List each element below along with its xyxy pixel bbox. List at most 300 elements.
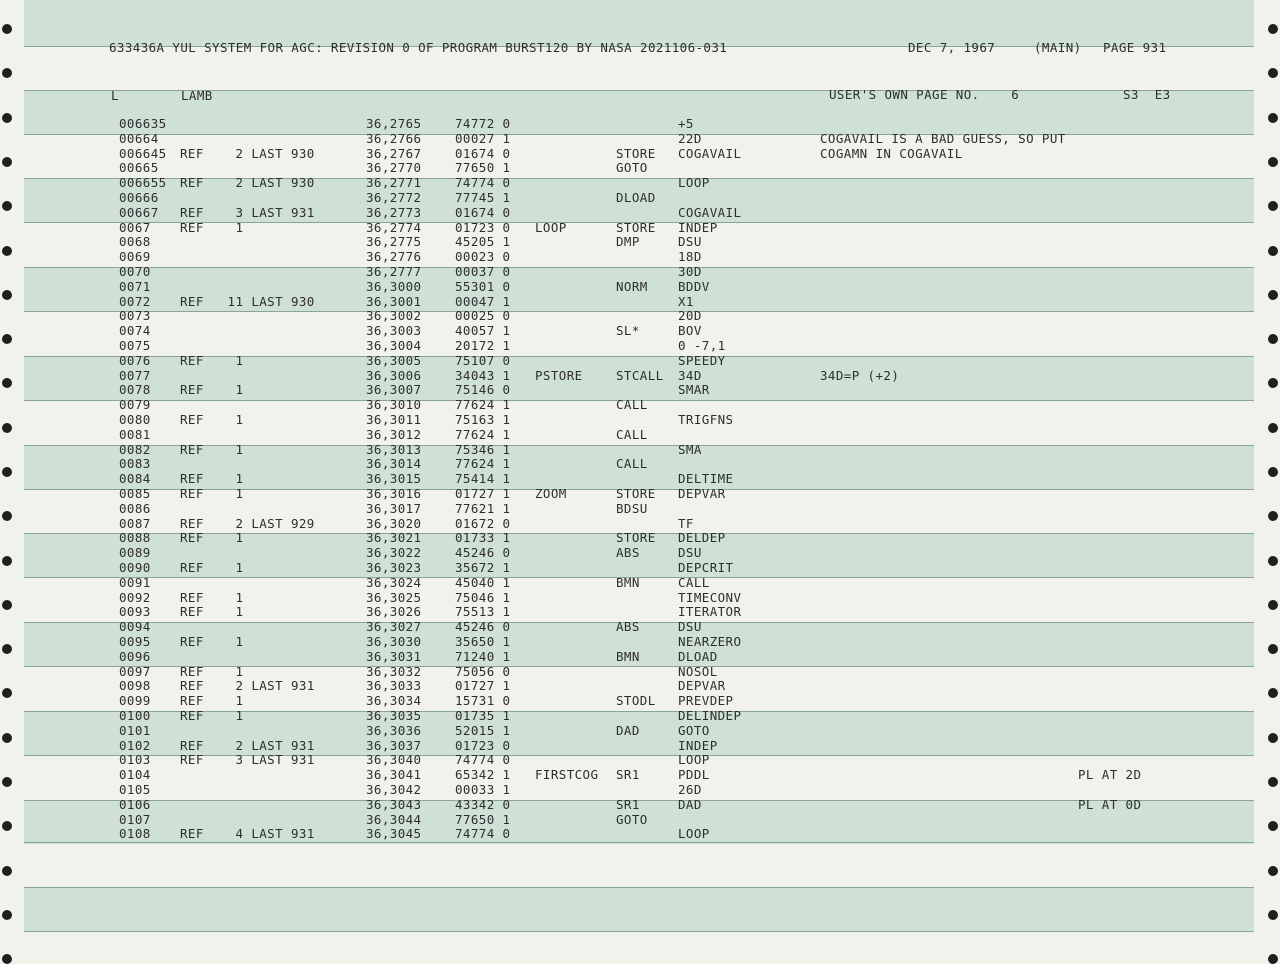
row-address: 36,3030 xyxy=(366,634,422,649)
feed-hole-left xyxy=(2,556,12,566)
row-line-number: 00666 xyxy=(119,190,159,205)
feed-hole-right xyxy=(1268,201,1278,211)
row-line-number: 0092 xyxy=(119,590,151,605)
feed-hole-left xyxy=(2,467,12,477)
row-octal-word: 00037 0 xyxy=(455,264,511,279)
row-operand: 0 -7,1 xyxy=(678,338,726,353)
row-operand: +5 xyxy=(678,116,694,131)
row-line-number: 0070 xyxy=(119,264,151,279)
row-line-number: 0086 xyxy=(119,501,151,516)
row-operand: DEPVAR xyxy=(678,678,726,693)
row-line-number: 0105 xyxy=(119,782,151,797)
row-address: 36,3003 xyxy=(366,323,422,338)
row-octal-word: 74774 0 xyxy=(455,752,511,767)
row-octal-word: 77621 1 xyxy=(455,501,511,516)
feed-hole-right xyxy=(1268,423,1278,433)
row-operand: 30D xyxy=(678,264,702,279)
row-octal-word: 20172 1 xyxy=(455,338,511,353)
row-line-number: 006635 xyxy=(119,116,167,131)
row-line-number: 0108 xyxy=(119,826,151,841)
row-octal-word: 00047 1 xyxy=(455,294,511,309)
row-operand: 20D xyxy=(678,308,702,323)
row-opcode: NORM xyxy=(616,279,648,294)
row-comment: PL AT 2D xyxy=(1078,767,1142,782)
feed-hole-left xyxy=(2,821,12,831)
row-octal-word: 74772 0 xyxy=(455,116,511,131)
row-opcode: ABS xyxy=(616,619,640,634)
row-line-number: 0094 xyxy=(119,619,151,634)
row-opcode: STORE xyxy=(616,530,656,545)
row-opcode: CALL xyxy=(616,456,648,471)
feed-hole-left xyxy=(2,866,12,876)
row-octal-word: 01723 0 xyxy=(455,220,511,235)
row-ref-info: REF 1 xyxy=(180,560,244,575)
row-operand: DEPCRIT xyxy=(678,560,734,575)
feed-hole-right xyxy=(1268,157,1278,167)
row-opcode: STORE xyxy=(616,146,656,161)
row-address: 36,3023 xyxy=(366,560,422,575)
row-line-number: 0068 xyxy=(119,234,151,249)
row-octal-word: 77745 1 xyxy=(455,190,511,205)
feed-hole-right xyxy=(1268,24,1278,34)
row-line-number: 0077 xyxy=(119,368,151,383)
row-address: 36,2767 xyxy=(366,146,422,161)
col-l: L xyxy=(111,88,119,103)
row-address: 36,2773 xyxy=(366,205,422,220)
feed-hole-right xyxy=(1268,246,1278,256)
row-ref-info: REF 1 xyxy=(180,382,244,397)
row-address: 36,3024 xyxy=(366,575,422,590)
row-ref-info: REF 1 xyxy=(180,693,244,708)
row-line-number: 00665 xyxy=(119,160,159,175)
row-line-number: 0097 xyxy=(119,664,151,679)
row-operand: DLOAD xyxy=(678,649,718,664)
row-address: 36,2772 xyxy=(366,190,422,205)
row-line-number: 0076 xyxy=(119,353,151,368)
row-operand: TIMECONV xyxy=(678,590,742,605)
row-address: 36,2771 xyxy=(366,175,422,190)
row-line-number: 0069 xyxy=(119,249,151,264)
feed-hole-left xyxy=(2,423,12,433)
row-address: 36,3013 xyxy=(366,442,422,457)
feed-hole-right xyxy=(1268,777,1278,787)
row-address: 36,3032 xyxy=(366,664,422,679)
row-line-number: 0073 xyxy=(119,308,151,323)
row-line-number: 0085 xyxy=(119,486,151,501)
job-line: 633436A YUL SYSTEM FOR AGC: REVISION 0 OF PROGRAM BURST120 BY NASA 2021106-031 xyxy=(109,40,728,55)
row-operand: INDEP xyxy=(678,220,718,235)
row-octal-word: 45205 1 xyxy=(455,234,511,249)
row-line-number: 0093 xyxy=(119,604,151,619)
row-comment: COGAVAIL IS A BAD GUESS, SO PUT xyxy=(820,131,1066,146)
row-octal-word: 75146 0 xyxy=(455,382,511,397)
row-ref-info: REF 1 xyxy=(180,442,244,457)
row-octal-word: 75107 0 xyxy=(455,353,511,368)
row-line-number: 0103 xyxy=(119,752,151,767)
feed-hole-right xyxy=(1268,68,1278,78)
row-operand: ITERATOR xyxy=(678,604,742,619)
row-ref-info: REF 11 LAST 930 xyxy=(180,294,315,309)
row-label: PSTORE xyxy=(535,368,583,383)
row-address: 36,3010 xyxy=(366,397,422,412)
row-address: 36,2766 xyxy=(366,131,422,146)
row-operand: DAD xyxy=(678,797,702,812)
green-band xyxy=(24,887,1254,931)
row-octal-word: 01674 0 xyxy=(455,146,511,161)
row-operand: BOV xyxy=(678,323,702,338)
feed-hole-right xyxy=(1268,556,1278,566)
row-octal-word: 15731 0 xyxy=(455,693,511,708)
row-operand: 26D xyxy=(678,782,702,797)
row-octal-word: 01735 1 xyxy=(455,708,511,723)
row-line-number: 0095 xyxy=(119,634,151,649)
feed-hole-left xyxy=(2,68,12,78)
row-octal-word: 77650 1 xyxy=(455,812,511,827)
row-octal-word: 01727 1 xyxy=(455,678,511,693)
feed-hole-left xyxy=(2,113,12,123)
row-opcode: DLOAD xyxy=(616,190,656,205)
feed-hole-right xyxy=(1268,866,1278,876)
sheet-code: S3 E3 xyxy=(1123,87,1171,102)
feed-hole-left xyxy=(2,246,12,256)
row-ref-info: REF 2 LAST 931 xyxy=(180,678,315,693)
row-line-number: 0081 xyxy=(119,427,151,442)
row-address: 36,3026 xyxy=(366,604,422,619)
row-operand: DSU xyxy=(678,234,702,249)
row-operand: LOOP xyxy=(678,826,710,841)
band-rule xyxy=(24,311,1254,312)
row-opcode: STODL xyxy=(616,693,656,708)
row-opcode: ABS xyxy=(616,545,640,560)
row-octal-word: 34043 1 xyxy=(455,368,511,383)
row-operand: NOSOL xyxy=(678,664,718,679)
row-operand: 18D xyxy=(678,249,702,264)
row-line-number: 0098 xyxy=(119,678,151,693)
row-octal-word: 00025 0 xyxy=(455,308,511,323)
row-address: 36,3042 xyxy=(366,782,422,797)
print-date: DEC 7, 1967 xyxy=(908,40,996,55)
row-address: 36,2770 xyxy=(366,160,422,175)
row-ref-info: REF 1 xyxy=(180,664,244,679)
row-operand: SPEEDY xyxy=(678,353,726,368)
row-operand: PREVDEP xyxy=(678,693,734,708)
row-ref-info: REF 4 LAST 931 xyxy=(180,826,315,841)
row-octal-word: 00027 1 xyxy=(455,131,511,146)
row-octal-word: 45040 1 xyxy=(455,575,511,590)
row-opcode: BMN xyxy=(616,575,640,590)
row-comment: 34D=P (+2) xyxy=(820,368,900,383)
row-operand: 34D xyxy=(678,368,702,383)
row-octal-word: 01723 0 xyxy=(455,738,511,753)
row-address: 36,3037 xyxy=(366,738,422,753)
row-ref-info: REF 1 xyxy=(180,590,244,605)
feed-hole-right xyxy=(1268,733,1278,743)
row-ref-info: REF 1 xyxy=(180,471,244,486)
page-number: PAGE 931 xyxy=(1103,40,1167,55)
row-operand: LOOP xyxy=(678,752,710,767)
row-operand: DELINDEP xyxy=(678,708,742,723)
row-octal-word: 35650 1 xyxy=(455,634,511,649)
row-operand: DELTIME xyxy=(678,471,734,486)
row-address: 36,3035 xyxy=(366,708,422,723)
row-operand: TRIGFNS xyxy=(678,412,734,427)
row-label: LOOP xyxy=(535,220,567,235)
row-address: 36,3011 xyxy=(366,412,422,427)
band-rule xyxy=(24,842,1254,843)
row-operand: DEPVAR xyxy=(678,486,726,501)
row-line-number: 0089 xyxy=(119,545,151,560)
row-ref-info: REF 2 LAST 930 xyxy=(180,175,315,190)
row-address: 36,3044 xyxy=(366,812,422,827)
row-address: 36,3021 xyxy=(366,530,422,545)
row-operand: DSU xyxy=(678,619,702,634)
row-line-number: 0104 xyxy=(119,767,151,782)
feed-hole-right xyxy=(1268,467,1278,477)
feed-hole-left xyxy=(2,290,12,300)
feed-hole-right xyxy=(1268,910,1278,920)
row-operand: DELDEP xyxy=(678,530,726,545)
row-opcode: BMN xyxy=(616,649,640,664)
row-address: 36,3041 xyxy=(366,767,422,782)
row-address: 36,3000 xyxy=(366,279,422,294)
row-octal-word: 74774 0 xyxy=(455,175,511,190)
row-ref-info: REF 1 xyxy=(180,353,244,368)
row-line-number: 0091 xyxy=(119,575,151,590)
row-comment: COGAMN IN COGAVAIL xyxy=(820,146,963,161)
row-operand: 22D xyxy=(678,131,702,146)
row-ref-info: REF 1 xyxy=(180,708,244,723)
row-octal-word: 77624 1 xyxy=(455,456,511,471)
row-address: 36,2777 xyxy=(366,264,422,279)
row-octal-word: 01727 1 xyxy=(455,486,511,501)
row-line-number: 0100 xyxy=(119,708,151,723)
row-line-number: 0087 xyxy=(119,516,151,531)
row-ref-info: REF 2 LAST 930 xyxy=(180,146,315,161)
row-address: 36,3034 xyxy=(366,693,422,708)
feed-hole-right xyxy=(1268,290,1278,300)
row-line-number: 0090 xyxy=(119,560,151,575)
feed-hole-left xyxy=(2,600,12,610)
feed-hole-left xyxy=(2,201,12,211)
row-operand: PDDL xyxy=(678,767,710,782)
row-octal-word: 40057 1 xyxy=(455,323,511,338)
row-opcode: CALL xyxy=(616,397,648,412)
row-address: 36,2775 xyxy=(366,234,422,249)
row-ref-info: REF 2 LAST 931 xyxy=(180,738,315,753)
row-octal-word: 65342 1 xyxy=(455,767,511,782)
row-label: ZOOM xyxy=(535,486,567,501)
row-address: 36,3025 xyxy=(366,590,422,605)
row-line-number: 0088 xyxy=(119,530,151,545)
row-octal-word: 35672 1 xyxy=(455,560,511,575)
row-operand: INDEP xyxy=(678,738,718,753)
row-opcode: DAD xyxy=(616,723,640,738)
band-rule xyxy=(24,887,1254,888)
row-line-number: 0079 xyxy=(119,397,151,412)
row-address: 36,3006 xyxy=(366,368,422,383)
row-octal-word: 01733 1 xyxy=(455,530,511,545)
row-line-number: 0078 xyxy=(119,382,151,397)
row-ref-info: REF 1 xyxy=(180,530,244,545)
row-octal-word: 55301 0 xyxy=(455,279,511,294)
row-address: 36,2776 xyxy=(366,249,422,264)
row-line-number: 0072 xyxy=(119,294,151,309)
row-octal-word: 45246 0 xyxy=(455,545,511,560)
row-operand: TF xyxy=(678,516,694,531)
row-octal-word: 45246 0 xyxy=(455,619,511,634)
row-line-number: 006645 xyxy=(119,146,167,161)
feed-hole-left xyxy=(2,511,12,521)
row-ref-info: REF 3 LAST 931 xyxy=(180,752,315,767)
row-octal-word: 74774 0 xyxy=(455,826,511,841)
band-rule xyxy=(24,134,1254,135)
row-operand: SMA xyxy=(678,442,702,457)
feed-hole-left xyxy=(2,733,12,743)
row-octal-word: 00023 0 xyxy=(455,249,511,264)
feed-hole-right xyxy=(1268,334,1278,344)
row-opcode: CALL xyxy=(616,427,648,442)
row-address: 36,3004 xyxy=(366,338,422,353)
row-line-number: 00664 xyxy=(119,131,159,146)
users-page: USER'S OWN PAGE NO. 6 xyxy=(829,87,1020,102)
row-address: 36,2765 xyxy=(366,116,422,131)
row-operand: COGAVAIL xyxy=(678,146,742,161)
row-address: 36,3045 xyxy=(366,826,422,841)
band-rule xyxy=(24,267,1254,268)
row-address: 36,3022 xyxy=(366,545,422,560)
feed-hole-right xyxy=(1268,511,1278,521)
row-address: 36,3001 xyxy=(366,294,422,309)
row-octal-word: 75056 0 xyxy=(455,664,511,679)
row-opcode: STORE xyxy=(616,486,656,501)
row-opcode: DMP xyxy=(616,234,640,249)
row-line-number: 0067 xyxy=(119,220,151,235)
row-opcode: STCALL xyxy=(616,368,664,383)
feed-hole-right xyxy=(1268,378,1278,388)
row-address: 36,3015 xyxy=(366,471,422,486)
row-operand: NEARZERO xyxy=(678,634,742,649)
row-address: 36,2774 xyxy=(366,220,422,235)
row-address: 36,3005 xyxy=(366,353,422,368)
row-ref-info: REF 1 xyxy=(180,486,244,501)
row-opcode: SR1 xyxy=(616,797,640,812)
row-opcode: GOTO xyxy=(616,812,648,827)
row-octal-word: 77650 1 xyxy=(455,160,511,175)
row-ref-info: REF 1 xyxy=(180,634,244,649)
row-line-number: 0102 xyxy=(119,738,151,753)
row-octal-word: 01674 0 xyxy=(455,205,511,220)
feed-hole-right xyxy=(1268,113,1278,123)
row-address: 36,3002 xyxy=(366,308,422,323)
row-operand: GOTO xyxy=(678,723,710,738)
row-line-number: 0075 xyxy=(119,338,151,353)
row-address: 36,3040 xyxy=(366,752,422,767)
feed-hole-right xyxy=(1268,688,1278,698)
row-octal-word: 00033 1 xyxy=(455,782,511,797)
band-rule xyxy=(24,931,1254,932)
row-line-number: 0080 xyxy=(119,412,151,427)
row-line-number: 00667 xyxy=(119,205,159,220)
row-operand: COGAVAIL xyxy=(678,205,742,220)
row-line-number: 0071 xyxy=(119,279,151,294)
row-ref-info: REF 3 LAST 931 xyxy=(180,205,315,220)
row-line-number: 0106 xyxy=(119,797,151,812)
row-octal-word: 75414 1 xyxy=(455,471,511,486)
feed-hole-left xyxy=(2,644,12,654)
row-operand: BDDV xyxy=(678,279,710,294)
row-line-number: 0074 xyxy=(119,323,151,338)
row-octal-word: 52015 1 xyxy=(455,723,511,738)
row-line-number: 0101 xyxy=(119,723,151,738)
row-opcode: GOTO xyxy=(616,160,648,175)
feed-hole-left xyxy=(2,334,12,344)
feed-hole-left xyxy=(2,777,12,787)
row-address: 36,3007 xyxy=(366,382,422,397)
row-octal-word: 77624 1 xyxy=(455,397,511,412)
row-ref-info: REF 1 xyxy=(180,412,244,427)
row-opcode: SR1 xyxy=(616,767,640,782)
feed-hole-left xyxy=(2,24,12,34)
feed-hole-right xyxy=(1268,644,1278,654)
feed-hole-left xyxy=(2,378,12,388)
col-name: LAMB xyxy=(181,88,213,103)
row-address: 36,3014 xyxy=(366,456,422,471)
feed-hole-right xyxy=(1268,821,1278,831)
row-label: FIRSTCOG xyxy=(535,767,599,782)
main-tag: (MAIN) xyxy=(1034,40,1082,55)
row-line-number: 0096 xyxy=(119,649,151,664)
row-address: 36,3017 xyxy=(366,501,422,516)
feed-hole-left xyxy=(2,910,12,920)
row-address: 36,3027 xyxy=(366,619,422,634)
row-line-number: 0084 xyxy=(119,471,151,486)
row-opcode: SL* xyxy=(616,323,640,338)
row-operand: LOOP xyxy=(678,175,710,190)
row-octal-word: 75346 1 xyxy=(455,442,511,457)
row-operand: CALL xyxy=(678,575,710,590)
row-octal-word: 43342 0 xyxy=(455,797,511,812)
row-ref-info: REF 1 xyxy=(180,220,244,235)
feed-hole-right xyxy=(1268,600,1278,610)
row-octal-word: 71240 1 xyxy=(455,649,511,664)
row-line-number: 006655 xyxy=(119,175,167,190)
row-comment: PL AT 0D xyxy=(1078,797,1142,812)
row-octal-word: 01672 0 xyxy=(455,516,511,531)
row-address: 36,3031 xyxy=(366,649,422,664)
row-address: 36,3016 xyxy=(366,486,422,501)
feed-hole-left xyxy=(2,157,12,167)
row-ref-info: REF 2 LAST 929 xyxy=(180,516,315,531)
row-octal-word: 75163 1 xyxy=(455,412,511,427)
row-line-number: 0083 xyxy=(119,456,151,471)
row-ref-info: REF 1 xyxy=(180,604,244,619)
row-octal-word: 77624 1 xyxy=(455,427,511,442)
row-address: 36,3012 xyxy=(366,427,422,442)
row-operand: DSU xyxy=(678,545,702,560)
row-address: 36,3033 xyxy=(366,678,422,693)
row-line-number: 0099 xyxy=(119,693,151,708)
row-operand: SMAR xyxy=(678,382,710,397)
row-operand: X1 xyxy=(678,294,694,309)
row-line-number: 0107 xyxy=(119,812,151,827)
row-octal-word: 75046 1 xyxy=(455,590,511,605)
row-octal-word: 75513 1 xyxy=(455,604,511,619)
row-opcode: STORE xyxy=(616,220,656,235)
feed-hole-left xyxy=(2,688,12,698)
row-address: 36,3020 xyxy=(366,516,422,531)
row-line-number: 0082 xyxy=(119,442,151,457)
row-address: 36,3036 xyxy=(366,723,422,738)
